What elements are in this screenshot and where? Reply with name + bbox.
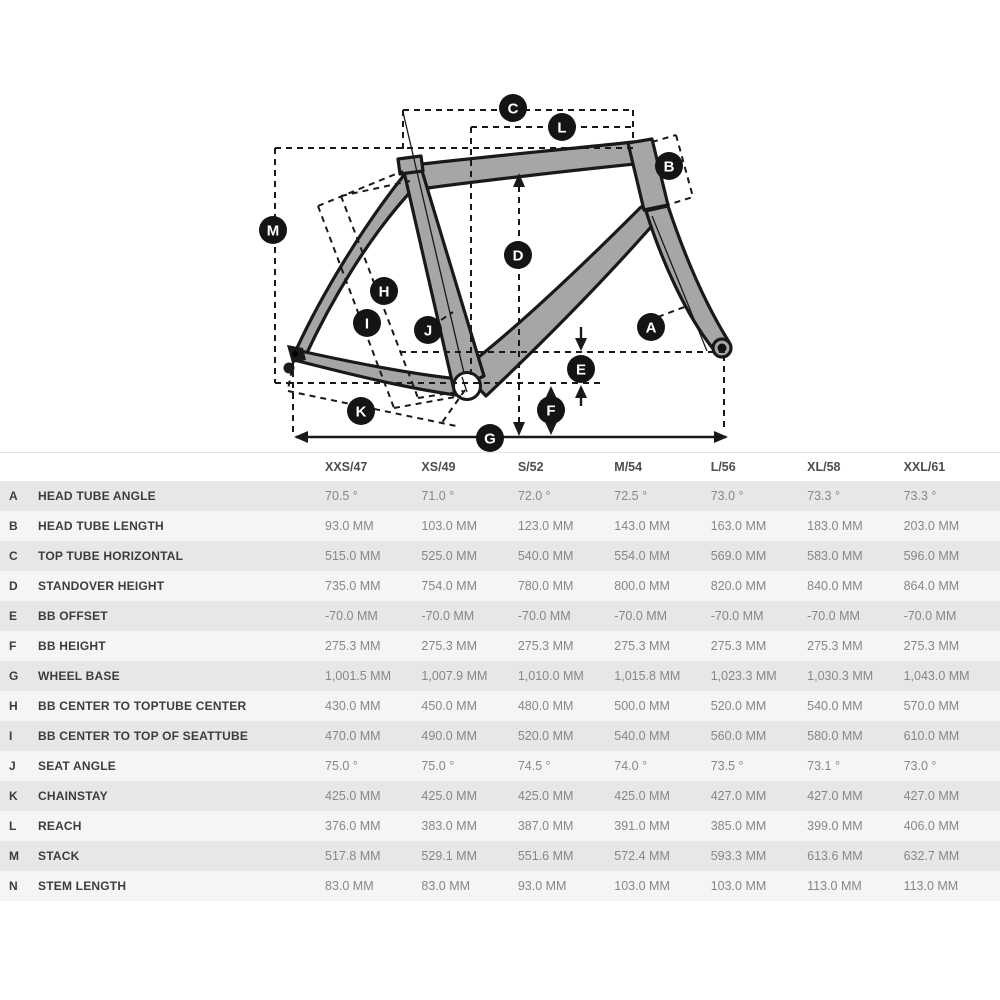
row-value: 103.0 MM — [614, 879, 670, 893]
row-name: STEM LENGTH — [38, 879, 127, 893]
label-B — [655, 152, 683, 180]
label-letter: L — [557, 119, 567, 137]
table-row-I — [0, 721, 1000, 751]
row-value: 1,007.9 MM — [421, 669, 488, 683]
row-letter: D — [9, 579, 18, 593]
row-value: 517.8 MM — [325, 849, 381, 863]
row-value: 610.0 MM — [903, 729, 960, 743]
row-value: 425.0 MM — [325, 789, 381, 803]
row-value: 71.0 ° — [421, 489, 455, 503]
row-value: 780.0 MM — [517, 579, 574, 593]
row-letter: K — [9, 789, 18, 803]
row-value: 490.0 MM — [421, 729, 478, 743]
size-header: L/56 — [710, 460, 736, 474]
row-letter: G — [9, 669, 19, 683]
row-value: -70.0 MM — [807, 609, 860, 623]
row-value: -70.0 MM — [517, 609, 571, 623]
geometry-table — [0, 452, 1000, 901]
label-A — [637, 313, 665, 341]
row-letter: B — [9, 519, 18, 533]
row-value: 540.0 MM — [517, 549, 574, 563]
row-value: 203.0 MM — [903, 519, 960, 533]
row-value: 754.0 MM — [421, 579, 478, 593]
row-value: 735.0 MM — [325, 579, 381, 593]
seat-axis-line — [403, 112, 467, 386]
row-value: 613.6 MM — [807, 849, 863, 863]
size-header: XS/49 — [421, 460, 456, 474]
table-row-M — [0, 841, 1000, 871]
row-value: 93.0 MM — [517, 879, 567, 893]
size-header: XL/58 — [807, 460, 841, 474]
label-J — [414, 316, 442, 344]
row-value: 275.3 MM — [421, 639, 478, 653]
row-value: 383.0 MM — [421, 819, 478, 833]
rear-axle — [292, 351, 298, 357]
row-letter: F — [9, 639, 17, 653]
label-letter: F — [546, 402, 556, 420]
row-letter: A — [9, 489, 18, 503]
table-row-N — [0, 871, 1000, 901]
row-value: 864.0 MM — [903, 579, 960, 593]
row-name: CHAINSTAY — [38, 789, 108, 803]
label-letter: K — [355, 403, 367, 421]
row-value: 540.0 MM — [807, 699, 863, 713]
row-value: 820.0 MM — [710, 579, 767, 593]
row-value: 73.0 ° — [903, 759, 937, 773]
table-row-B — [0, 511, 1000, 541]
row-value: 583.0 MM — [807, 549, 863, 563]
row-value: 1,023.3 MM — [710, 669, 777, 683]
row-value: 93.0 MM — [325, 519, 374, 533]
row-name: HEAD TUBE LENGTH — [38, 519, 164, 533]
table-row-G — [0, 661, 1000, 691]
row-name: BB OFFSET — [38, 609, 108, 623]
row-value: 72.5 ° — [614, 489, 648, 503]
table-row-K — [0, 781, 1000, 811]
label-K — [347, 397, 375, 425]
row-value: 73.3 ° — [807, 489, 840, 503]
label-F — [537, 396, 565, 424]
table-row-L — [0, 811, 1000, 841]
row-value: 840.0 MM — [807, 579, 863, 593]
row-value: 275.3 MM — [710, 639, 767, 653]
row-value: 275.3 MM — [517, 639, 574, 653]
row-value: 427.0 MM — [807, 789, 863, 803]
row-value: -70.0 MM — [614, 609, 668, 623]
row-value: 275.3 MM — [325, 639, 381, 653]
row-value: 593.3 MM — [710, 849, 767, 863]
chain-stay-tube — [294, 350, 459, 395]
row-value: 376.0 MM — [325, 819, 381, 833]
row-value: 75.0 ° — [421, 759, 455, 773]
row-value: 520.0 MM — [517, 729, 574, 743]
label-I — [353, 309, 381, 337]
label-letter: B — [663, 158, 675, 176]
size-header: S/52 — [517, 460, 544, 474]
row-value: 73.1 ° — [807, 759, 840, 773]
row-value: 569.0 MM — [710, 549, 767, 563]
row-value: 520.0 MM — [710, 699, 767, 713]
row-value: 800.0 MM — [614, 579, 670, 593]
row-value: 430.0 MM — [325, 699, 381, 713]
label-H — [370, 277, 398, 305]
row-value: 113.0 MM — [807, 879, 862, 893]
row-value: 183.0 MM — [807, 519, 863, 533]
row-letter: J — [9, 759, 16, 773]
row-value: 73.3 ° — [903, 489, 937, 503]
row-value: 123.0 MM — [517, 519, 574, 533]
size-header: XXS/47 — [325, 460, 368, 474]
bottom-bracket — [454, 373, 481, 400]
row-name: SEAT ANGLE — [38, 759, 117, 773]
row-value: 73.0 ° — [710, 489, 744, 503]
row-value: 540.0 MM — [614, 729, 670, 743]
row-value: 525.0 MM — [421, 549, 478, 563]
label-letter: G — [484, 430, 496, 448]
down-tube — [462, 207, 665, 396]
row-value: 75.0 ° — [325, 759, 358, 773]
row-value: 275.3 MM — [903, 639, 960, 653]
label-G — [476, 424, 504, 452]
row-value: 500.0 MM — [614, 699, 670, 713]
size-header: XXL/61 — [903, 460, 946, 474]
row-value: -70.0 MM — [903, 609, 957, 623]
table-row-F — [0, 631, 1000, 661]
row-name: STANDOVER HEIGHT — [38, 579, 165, 593]
row-value: 74.5 ° — [517, 759, 551, 773]
frame-geometry-diagram — [0, 0, 1000, 455]
row-value: 425.0 MM — [517, 789, 574, 803]
table-row-C — [0, 541, 1000, 571]
label-letter: E — [575, 361, 587, 379]
row-value: 470.0 MM — [325, 729, 381, 743]
row-name: BB CENTER TO TOPTUBE CENTER — [38, 699, 247, 713]
row-letter: C — [9, 549, 18, 563]
row-value: 391.0 MM — [614, 819, 670, 833]
row-name: HEAD TUBE ANGLE — [38, 489, 156, 503]
row-value: 425.0 MM — [421, 789, 478, 803]
row-value: 529.1 MM — [421, 849, 478, 863]
row-value: 1,043.0 MM — [903, 669, 970, 683]
row-value: 450.0 MM — [421, 699, 478, 713]
label-letter: M — [266, 222, 280, 240]
row-value: 387.0 MM — [517, 819, 574, 833]
table-row-H — [0, 691, 1000, 721]
row-letter: I — [9, 729, 13, 743]
row-value: -70.0 MM — [325, 609, 378, 623]
row-letter: E — [9, 609, 18, 623]
row-name: BB HEIGHT — [38, 639, 106, 653]
label-C — [499, 94, 527, 122]
row-value: 551.6 MM — [517, 849, 574, 863]
row-value: 560.0 MM — [710, 729, 767, 743]
row-value: 163.0 MM — [710, 519, 767, 533]
row-value: 70.5 ° — [325, 489, 358, 503]
row-letter: L — [9, 819, 17, 833]
size-header: M/54 — [614, 460, 643, 474]
row-value: 515.0 MM — [325, 549, 381, 563]
row-value: 580.0 MM — [807, 729, 863, 743]
row-value: 103.0 MM — [421, 519, 478, 533]
row-value: 632.7 MM — [903, 849, 960, 863]
row-name: REACH — [38, 819, 82, 833]
row-value: 74.0 ° — [614, 759, 648, 773]
row-value: 554.0 MM — [614, 549, 670, 563]
label-M — [259, 216, 287, 244]
table-row-A — [0, 481, 1000, 511]
label-letter: I — [364, 315, 370, 333]
row-value: 425.0 MM — [614, 789, 670, 803]
label-D — [504, 241, 532, 269]
row-value: 1,015.8 MM — [614, 669, 681, 683]
row-value: 103.0 MM — [710, 879, 767, 893]
row-value: -70.0 MM — [421, 609, 475, 623]
row-name: BB CENTER TO TOP OF SEATTUBE — [38, 729, 249, 743]
label-E — [567, 355, 595, 383]
label-letter: C — [507, 100, 519, 118]
row-value: 480.0 MM — [517, 699, 574, 713]
row-name: STACK — [38, 849, 80, 863]
row-value: 83.0 MM — [325, 879, 374, 893]
row-value: 83.0 MM — [421, 879, 471, 893]
row-letter: H — [9, 699, 18, 713]
row-value: 570.0 MM — [903, 699, 960, 713]
label-letter: D — [512, 247, 524, 265]
row-letter: N — [9, 879, 18, 893]
row-value: -70.0 MM — [710, 609, 764, 623]
table-row-D — [0, 571, 1000, 601]
row-letter: M — [9, 849, 19, 863]
row-value: 427.0 MM — [903, 789, 960, 803]
label-letter: J — [423, 322, 433, 340]
row-value: 406.0 MM — [903, 819, 960, 833]
row-value: 275.3 MM — [807, 639, 863, 653]
row-value: 385.0 MM — [710, 819, 767, 833]
label-letter: H — [378, 283, 390, 301]
table-row-E — [0, 601, 1000, 631]
row-name: TOP TUBE HORIZONTAL — [38, 549, 184, 563]
row-name: WHEEL BASE — [38, 669, 120, 683]
row-value: 143.0 MM — [614, 519, 670, 533]
label-L — [548, 113, 576, 141]
row-value: 1,001.5 MM — [325, 669, 392, 683]
table-row-J — [0, 751, 1000, 781]
row-value: 72.0 ° — [517, 489, 551, 503]
row-value: 427.0 MM — [710, 789, 767, 803]
row-value: 1,010.0 MM — [517, 669, 584, 683]
row-value: 399.0 MM — [807, 819, 863, 833]
row-value: 275.3 MM — [614, 639, 670, 653]
row-value: 596.0 MM — [903, 549, 960, 563]
row-value: 113.0 MM — [903, 879, 959, 893]
row-value: 572.4 MM — [614, 849, 670, 863]
label-letter: A — [645, 319, 657, 337]
row-value: 73.5 ° — [710, 759, 744, 773]
row-value: 1,030.3 MM — [807, 669, 874, 683]
size-header-row — [0, 453, 1000, 481]
